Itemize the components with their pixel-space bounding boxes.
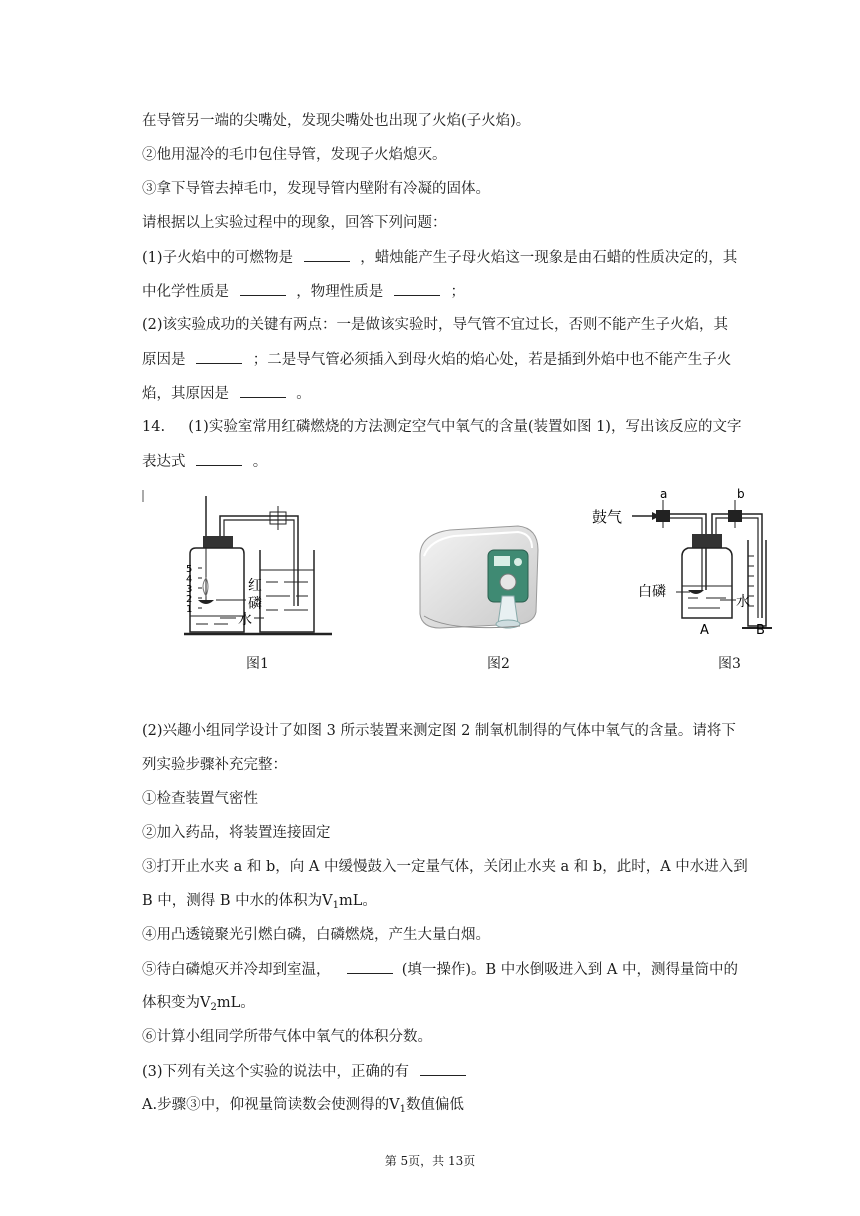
answer-blank[interactable] [240, 383, 286, 398]
answer-blank[interactable] [304, 247, 350, 262]
scale-label-2: 2 [186, 594, 193, 605]
step-1: ①检查装置气密性 [142, 791, 258, 807]
label-clip-b: b [737, 487, 745, 501]
text-line-4: 请根据以上实验过程中的现象，回答下列问题： [142, 215, 447, 231]
scale-label-4: 4 [186, 574, 193, 585]
option-a-text-end: 数值偏低 [405, 1097, 464, 1113]
label-A: A [700, 623, 709, 638]
text-line-2: ②他用湿冷的毛巾包住导管，发现子火焰熄灭。 [142, 147, 447, 163]
step-2: ②加入药品，将装置连接固定 [142, 825, 331, 841]
option-a-text: A.步骤③中，仰视量筒读数会使测得的V [142, 1097, 400, 1113]
figure-1-caption: 图1 [246, 656, 269, 672]
figure-3-caption: 图3 [718, 656, 741, 672]
q14-line-2 [142, 451, 752, 472]
q13-1-line-2 [142, 281, 752, 302]
subscript-1: 1 [399, 1104, 406, 1115]
q13-2-text-b: 原因是 [142, 352, 186, 368]
text-line-1: 在导管另一端的尖嘴处，发现尖嘴处也出现了火焰(子火焰)。 [142, 113, 531, 129]
label-B: B [756, 623, 765, 638]
q13-2-line-1: (2)该实验成功的关键有两点：一是做该实验时，导气管不宜过长，否则不能产生子火焰，其 [142, 317, 729, 333]
q14-text-a: (1)实验室常用红磷燃烧的方法测定空气中氧气的含量(装置如图 1)，写出该反应的文字 [188, 419, 742, 435]
q13-2-line-3 [142, 383, 752, 404]
q13-2-text-c: ；二是导气管必须插入到母火焰的焰心处，若是插到外焰中也不能产生子火 [252, 352, 732, 368]
q13-2-line-2 [142, 349, 752, 370]
step-3-unit: mL。 [338, 893, 377, 909]
text-line-3: ③拿下导管去掉毛巾，发现导管内壁附有冷凝的固体。 [142, 181, 490, 197]
answer-blank[interactable] [420, 1061, 466, 1076]
label-clip-a: a [660, 487, 668, 501]
q13-2-text-d: 焰，其原因是 [142, 386, 229, 402]
step-3-line-1: ③打开止水夹 a 和 b，向 A 中缓慢鼓入一定量气体，关闭止水夹 a 和 b，此时，A 中水进入到 [142, 859, 748, 875]
q14-2-line-2: 列实验步骤补充完整： [142, 757, 287, 773]
scale-label-1: 1 [186, 604, 193, 615]
step-5-line-1 [142, 959, 752, 980]
figure-1-apparatus [140, 486, 340, 638]
step-6: ⑥计算小组同学所带气体中氧气的体积分数。 [142, 1029, 432, 1045]
q14-2-line-1: (2)兴趣小组同学设计了如图 3 所示装置来测定图 2 制氧机制得的气体中氧气的含量。请将下 [142, 723, 736, 739]
question-number: 14. [142, 419, 166, 435]
q13-1-text-c: 中化学性质是 [142, 284, 229, 300]
q14-text-c: 。 [252, 454, 268, 470]
figure-3-apparatus [590, 486, 782, 640]
label-white-phosphorus: 白磷 [638, 584, 666, 600]
answer-blank[interactable] [196, 349, 242, 364]
q14-3-text: (3)下列有关这个实验的说法中，正确的有 [142, 1064, 410, 1080]
figure-2-caption: 图2 [487, 656, 510, 672]
subscript-1: 1 [332, 900, 339, 911]
label-water: 水 [736, 594, 750, 610]
q13-2-text-e: 。 [296, 386, 311, 402]
step-3-line-2 [142, 891, 752, 916]
step-5-text-a: ⑤待白磷熄灭并冷却到室温， [142, 962, 331, 978]
answer-blank[interactable] [394, 281, 440, 296]
step-5-unit: mL。 [216, 995, 255, 1011]
scale-label-3: 3 [186, 584, 193, 595]
figure-2-oxygen-machine [410, 516, 542, 640]
label-red-phosphorus-1: 红 [248, 578, 262, 594]
step-3-text: B 中，测得 B 中水的体积为V [142, 893, 333, 909]
step-4: ④用凸透镜聚光引燃白磷，白磷燃烧，产生大量白烟。 [142, 927, 490, 943]
q13-1-line-1 [142, 247, 752, 268]
answer-blank[interactable] [347, 959, 393, 974]
answer-blank[interactable] [240, 281, 286, 296]
option-a [142, 1095, 752, 1120]
q13-1-text-a: (1)子火焰中的可燃物是 [142, 250, 294, 266]
step-5-text-b: (填一操作)。B 中水倒吸进入到 A 中，测得量筒中的 [401, 962, 738, 978]
label-red-phosphorus-2: 磷 [248, 596, 262, 612]
q13-1-text-d: ，物理性质是 [296, 284, 384, 300]
step-5-text-c: 体积变为V [142, 995, 211, 1011]
answer-blank[interactable] [196, 451, 242, 466]
page-footer: 第 5页，共 13页 [384, 1154, 476, 1168]
label-blow-air: 鼓气 [592, 508, 623, 526]
subscript-2: 2 [210, 1002, 217, 1013]
q14-text-b: 表达式 [142, 454, 186, 470]
label-water: 水 [238, 612, 252, 628]
scale-label-5: 5 [186, 564, 193, 575]
q14-3-line-1 [142, 1061, 752, 1082]
q13-1-text-e: ； [450, 284, 465, 300]
step-5-line-2 [142, 993, 752, 1018]
q14-line-1 [142, 417, 752, 437]
q13-1-text-b: ，蜡烛能产生子母火焰这一现象是由石蜡的性质决定的，其 [360, 250, 738, 266]
